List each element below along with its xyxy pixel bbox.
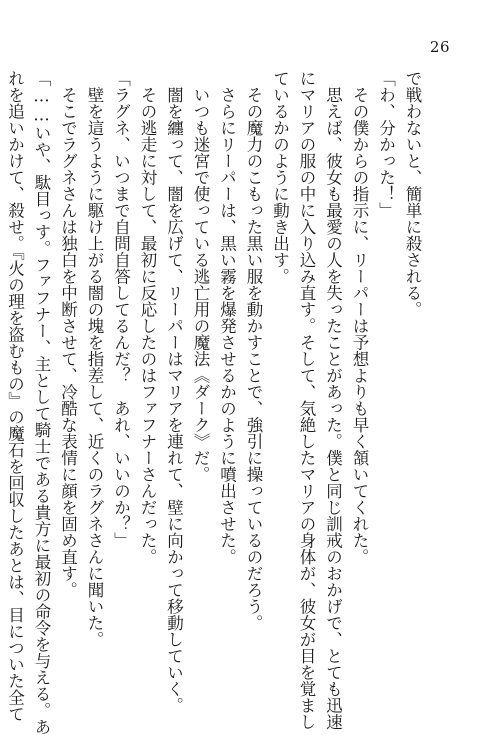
vertical-text-body (0, 70, 425, 735)
text-line: その魔力のこもった黒い服を動かすことで、強引に操っているのだろう。 (244, 70, 263, 631)
text-line: そこでラグネさんは独白を中断させて、冷酷な表情に顔を固め直す。 (58, 70, 78, 598)
text-line: 壁を這うように駆け上がる闇の塊を指差して、近くのラグネさんに聞いた。 (85, 70, 104, 648)
text-line: さらにリーパーは、黒い霧を爆発させるかのように噴出させた。 (217, 70, 237, 565)
text-line: ているかのように動き出す。 (270, 70, 290, 285)
text-line: 「……いや、駄目っす。ファフナー、主として騎士である貴方に最初の命令を与える。あ (32, 70, 51, 735)
page-number: 26 (429, 38, 450, 56)
text-line: 闇を纏って、闇を広げて、リーパーはマリアを連れて、壁に向かって移動していく。 (164, 70, 184, 714)
text-line: で戦わないと、簡単に殺される。 (403, 70, 422, 318)
text-line: 思えば、彼女も最愛の人を失ったことがあった。僕と同じ訓戒のおかげで、とても迅速 (323, 70, 343, 730)
text-line: いつも迷宮で使っている逃亡用の魔法《ダーク》だ。 (191, 70, 210, 483)
text-line: 「わ、分かった！」 (376, 70, 396, 219)
text-line: 「ラグネ、いつまで自問自答してるんだ？ あれ、いいのか？」 (111, 70, 131, 549)
text-line: その僕からの指示に、リーパーは予想よりも早く頷いてくれた。 (350, 70, 369, 565)
text-line: その逃走に対して、最初に反応したのはファフナーさんだった。 (138, 70, 157, 565)
text-line: にマリアの服の中に入り込み直す。そして、気絶したマリアの身体が、彼女が目を覚まし (297, 70, 316, 730)
text-line: れを追いかけて、殺せ。『火の理を盗むもの』の魔石を回収したあとは、目についた全て (5, 70, 25, 722)
